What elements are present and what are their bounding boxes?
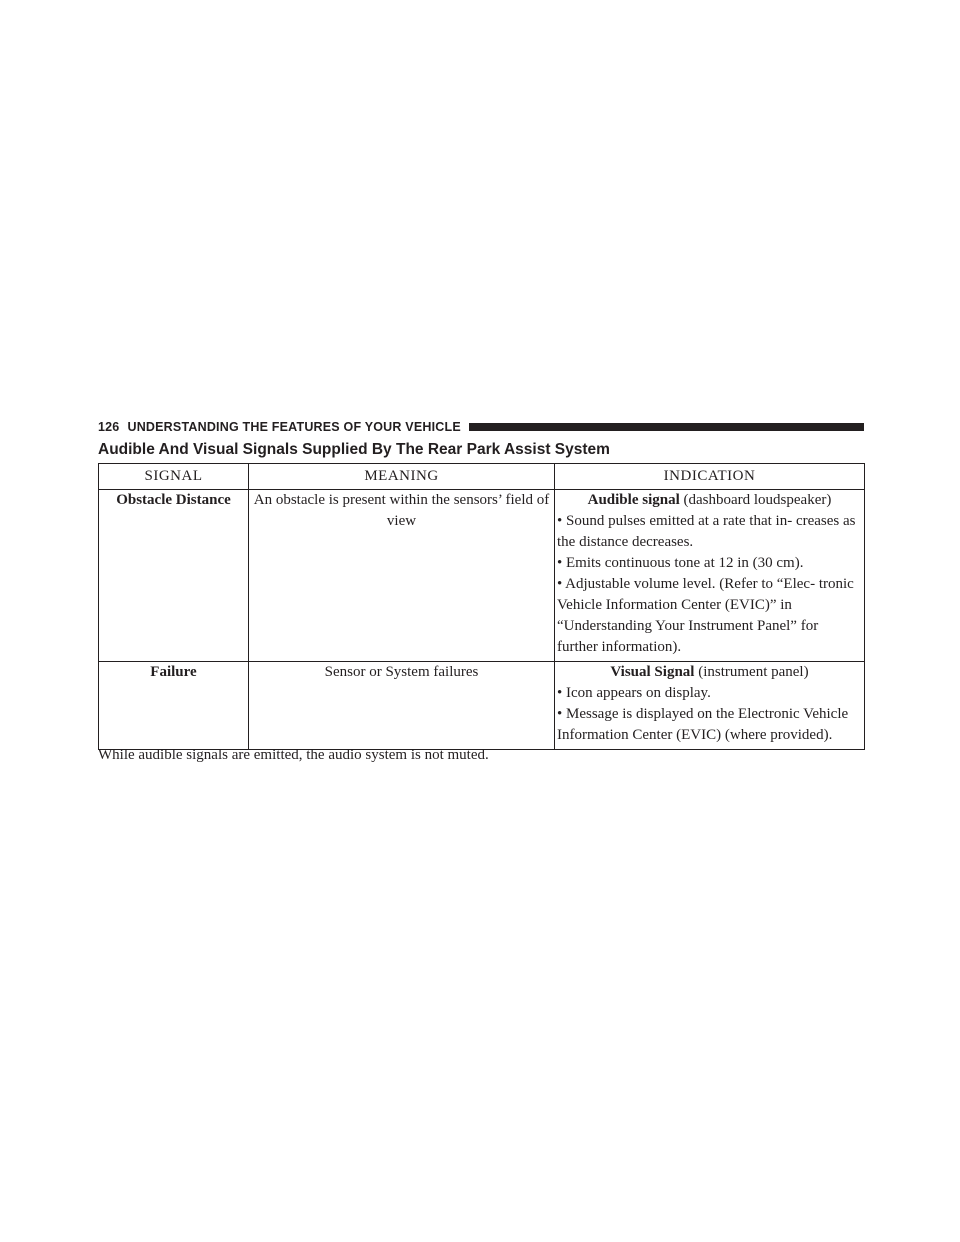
indication-cell: [555, 490, 865, 662]
column-header-signal: SIGNAL: [99, 464, 249, 490]
indication-detail: (dashboard loudspeaker): [679, 492, 832, 508]
meaning-cell: Sensor or System failures: [249, 662, 555, 750]
indication-label: Visual Signal: [610, 664, 695, 680]
indication-cell: [555, 662, 865, 750]
indication-detail: (instrument panel): [694, 664, 809, 680]
indication-bullet: • Message is displayed on the Electronic Vehicle Information Center (EVIC) (where provided).: [557, 706, 849, 743]
table-caption: Audible And Visual Signals Supplied By The Rear Park Assist System: [98, 441, 610, 458]
table-row: [99, 662, 865, 750]
section-title: UNDERSTANDING THE FEATURES OF YOUR VEHICLE: [127, 420, 461, 434]
indication-bullet: • Adjustable volume level. (Refer to “Elec- tronic Vehicle Information Center (EVIC)” in “Understanding Your Instrument Panel” for further information).: [557, 576, 854, 655]
header-rule: [469, 423, 864, 431]
indication-bullet: • Icon appears on display.: [557, 685, 711, 701]
indication-heading: [557, 490, 862, 511]
column-header-meaning: MEANING: [249, 464, 555, 490]
signal-cell: Obstacle Distance: [99, 490, 249, 662]
body-paragraph: While audible signals are emitted, the audio system is not muted.: [98, 747, 489, 763]
table-row: [99, 490, 865, 662]
meaning-cell: An obstacle is present within the sensors’ field of view: [249, 490, 555, 662]
indication-heading: [557, 662, 862, 683]
page-number: 126: [98, 420, 120, 434]
indication-label: Audible signal: [587, 492, 680, 508]
indication-bullet: • Sound pulses emitted at a rate that in- creases as the distance decreases.: [557, 513, 856, 550]
table-header-row: [99, 464, 865, 490]
signal-cell: Failure: [99, 662, 249, 750]
indication-bullet: • Emits continuous tone at 12 in (30 cm).: [557, 555, 804, 571]
signals-table: [98, 463, 865, 750]
running-header: [98, 419, 864, 435]
column-header-indication: INDICATION: [555, 464, 865, 490]
